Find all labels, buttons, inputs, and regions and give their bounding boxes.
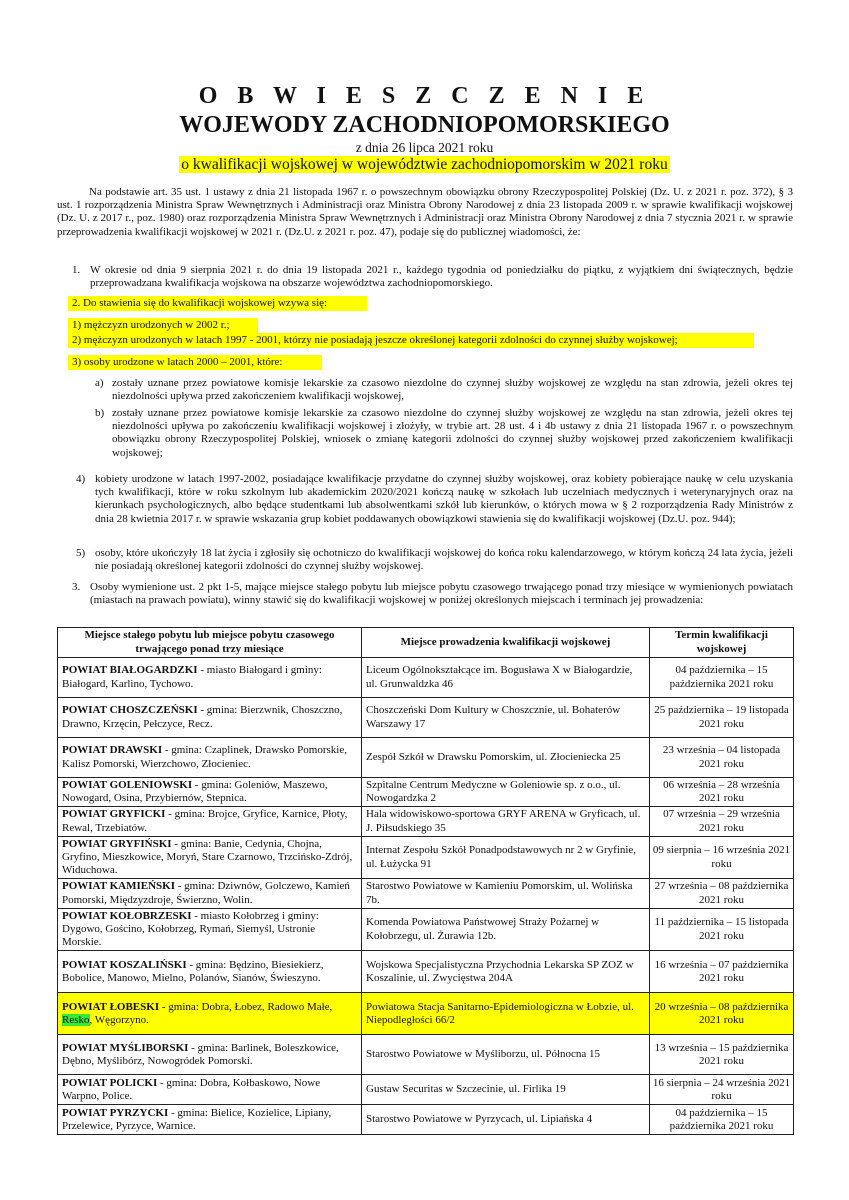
residence-cell <box>58 1035 362 1075</box>
powiat-name: POWIAT BIAŁOGARDZKI <box>62 664 198 677</box>
powiat-name: POWIAT KOŁOBRZESKI <box>62 909 192 922</box>
residence-cell <box>58 778 362 807</box>
residence-cell <box>58 807 362 836</box>
table-row <box>58 698 794 738</box>
table-row <box>58 778 794 807</box>
intro-paragraph: Na podstawie art. 35 ust. 1 ustawy z dnia 21 listopada 1967 r. o powszechnym obowiązku obrony Rzeczypospolitej Polskiej (Dz. U. z 2021 r. poz. 372), § 3 ust. 1 rozporządzenia Ministra Spraw Wewnętrznych i Administracji oraz Ministra Obrony Narodowej z dnia 23 listopada 2009 r. w sprawie kwalifikacji wojskowej (Dz. U. z 2017 r., poz. 1980) oraz rozporządzenia Ministra Spraw Wewnętrznych i Administracji oraz Ministra Obrony Narodowej z dnia 7 stycznia 2021 r. w sprawie przeprowadzenia kwalifikacji wojskowej w 2021 r. (Dz.U. z 2021 r. poz. 47), podaje się do publicznej wiadomości, że: <box>57 186 793 238</box>
location-cell: Liceum Ogólnokształcące im. Bogusława X w Białogardzie, ul. Grunwaldzka 46 <box>362 658 650 698</box>
item-2-2-text: 2) mężczyzn urodzonych w latach 1997 - 2001, którzy nie posiadają jeszcze określonej kategorii zdolności do czynnej służby wojskowej; <box>72 334 678 346</box>
location-cell: Internat Zespołu Szkół Ponadpodstawowych nr 2 w Gryfinie, ul. Łużycka 91 <box>362 836 650 879</box>
gminy-list: - gmina: Barlinek, Boleszkowice, Dębno, Myślibórz, Nowogródek Pomorski. <box>62 1041 339 1067</box>
residence-cell <box>58 836 362 879</box>
location-cell: Zespół Szkół w Drawsku Pomorskim, ul. Złocieniecka 25 <box>362 738 650 778</box>
table-row <box>58 1105 794 1135</box>
table-row-highlighted <box>58 993 794 1035</box>
item-5-number: 5) <box>76 547 86 559</box>
topic-highlight: o kwalifikacji wojskowej w województwie zachodniopomorskim w 2021 roku <box>181 156 668 173</box>
table-header-row <box>58 628 794 658</box>
residence-cell <box>58 738 362 778</box>
term-cell: 25 października – 19 listopada 2021 roku <box>650 698 794 738</box>
table-row <box>58 836 794 879</box>
item-b-text: zostały uznane przez powiatowe komisje lekarskie za czasowo niezdolne do czynnej służby wojskowej ze względu na stan zdrowia, jeżeli okres tej niezdolności upływa po zakończeniu kwalifikacji wojskowej i złożyły, w trybie art. 28 ust. 4 i 4b ustawy z dnia 21 listopada 1967 r. o powszechnym obowiązku obrony Rzeczypospolitej Polskiej, wniosek o zmianę kategorii zdolności do czynnej służby wojskowej przed zakończeniem kwalifikacji wojskowej; <box>112 407 793 459</box>
location-cell: Gustaw Securitas w Szczecinie, ul. Firlika 19 <box>362 1075 650 1105</box>
residence-cell <box>58 658 362 698</box>
item-4-text: kobiety urodzone w latach 1997-2002, posiadające kwalifikacje przydatne do czynnej służby wojskowej, oraz kobiety pobierające naukę w celu uzyskania tych kwalifikacji, które w roku szkolnym lub akademickim 2020/2021 kończą naukę w szkołach lub uczelniach medycznych i weterynaryjnych oraz na kierunkach psychologicznych, albo będące studentkami lub absolwentkami szkół lub kierunków, o których mowa w § 2 rozporządzenia Rady Ministrów z dnia 28 kwietnia 2017 r. w sprawie wskazania grup kobiet poddawanych obowiązkowi stawienia się do kwalifikacji wojskowej (Dz.U. poz. 944); <box>95 473 793 525</box>
location-cell: Starostwo Powiatowe w Myśliborzu, ul. Północna 15 <box>362 1035 650 1075</box>
powiat-name: POWIAT PYRZYCKI <box>62 1106 169 1119</box>
powiat-name: POWIAT ŁOBESKI <box>62 1000 160 1013</box>
table-row <box>58 1075 794 1105</box>
location-cell: Wojskowa Specjalistyczna Przychodnia Lekarska SP ZOZ w Koszalinie, ul. Zwycięstwa 204A <box>362 951 650 993</box>
powiat-name: POWIAT CHOSZCZEŃSKI <box>62 704 198 717</box>
header-location: Miejsce prowadzenia kwalifikacji wojskowej <box>362 628 650 658</box>
item-a-text: zostały uznane przez powiatowe komisje lekarskie za czasowo niezdolne do czynnej służby wojskowej ze względu na stan zdrowia, jeżeli okres tej niezdolności upływa przed zakończeniem kwalifikacji wojskowej, <box>112 377 793 403</box>
item-4-number: 4) <box>76 473 86 485</box>
powiat-name: POWIAT KOSZALIŃSKI <box>62 958 187 971</box>
gminy-list: - gmina: Dobra, Kołbaskowo, Nowe Warpno, Police. <box>62 1076 321 1102</box>
location-cell: Hala widowiskowo-sportowa GRYF ARENA w Gryficach, ul. J. Piłsudskiego 35 <box>362 807 650 836</box>
gminy-list-end: , Węgorzyno. <box>89 1013 149 1026</box>
location-cell: Powiatowa Stacja Sanitarno-Epidemiologiczna w Łobzie, ul. Niepodległości 66/2 <box>362 993 650 1035</box>
item-a-label: a) <box>95 377 104 389</box>
powiat-name: POWIAT KAMIEŃSKI <box>62 880 175 893</box>
header-residence: Miejsce stałego pobytu lub miejsce pobytu czasowego trwającego ponad trzy miesiące <box>58 628 362 658</box>
document-subtitle: WOJEWODY ZACHODNIOPOMORSKIEGO <box>179 112 670 138</box>
table-row <box>58 951 794 993</box>
powiat-name: POWIAT MYŚLIBORSKI <box>62 1041 189 1054</box>
term-cell: 13 września – 15 października 2021 roku <box>650 1035 794 1075</box>
item-2-text: 2. Do stawienia się do kwalifikacji wojskowej wzywa się: <box>72 297 328 309</box>
gminy-list: - gmina: Banie, Cedynia, Chojna, Gryfino, Mieszkowice, Moryń, Stare Czarnowo, Trzcińsko-Zdrój, Widuchowa. <box>62 837 353 877</box>
term-cell: 04 października – 15 października 2021 roku <box>650 1105 794 1135</box>
term-cell: 23 września – 04 listopada 2021 roku <box>650 738 794 778</box>
item-3-number: 3. <box>72 581 81 593</box>
table-row <box>58 879 794 908</box>
item-1-number: 1. <box>72 264 81 276</box>
powiat-name: POWIAT GRYFICKI <box>62 808 166 821</box>
term-cell: 04 października – 15 października 2021 roku <box>650 658 794 698</box>
item-5-text: osoby, które ukończyły 18 lat życia i zgłosiły się ochotniczo do kwalifikacji wojskowej do końca roku kalendarzowego, w którym kończą 24 lata życia, jeżeli nie posiadają określonej kategorii zdolności do czynnej służby wojskowej. <box>95 547 793 573</box>
table-row <box>58 908 794 951</box>
term-cell: 27 września – 08 października 2021 roku <box>650 879 794 908</box>
gmina-highlighted: Resko <box>62 1013 90 1026</box>
table-row <box>58 658 794 698</box>
location-cell: Starostwo Powiatowe w Pyrzycach, ul. Lipiańska 4 <box>362 1105 650 1135</box>
document-title: O B W I E S Z C Z E N I E <box>198 83 651 109</box>
item-1-text: W okresie od dnia 9 sierpnia 2021 r. do dnia 19 listopada 2021 r., każdego tygodnia od poniedziałku do piątku, z wyjątkiem dni świątecznych, będzie przeprowadzana kwalifikacja wojskowa na obszarze województwa zachodniopomorskiego. <box>90 264 793 290</box>
item-2-1-text: 1) mężczyzn urodzonych w 2002 r.; <box>72 319 230 331</box>
gminy-list: - gmina: Bielice, Kozielice, Lipiany, Przelewice, Pyrzyce, Warnice. <box>62 1106 332 1132</box>
gminy-list: - miasto Kołobrzeg i gminy: Dygowo, Gościno, Kołobrzeg, Rymań, Siemyśl, Ustronie Morskie. <box>62 909 319 949</box>
term-cell: 20 września – 08 października 2021 roku <box>650 993 794 1035</box>
term-cell: 16 września – 07 października 2021 roku <box>650 951 794 993</box>
residence-cell <box>58 1105 362 1135</box>
document-date: z dnia 26 lipca 2021 roku <box>355 140 494 155</box>
item-b-label: b) <box>95 407 105 419</box>
gminy-list: - gmina: Dziwnów, Golczewo, Kamień Pomorski, Międzyzdroje, Świerzno, Wolin. <box>62 880 350 906</box>
term-cell: 16 sierpnia – 24 września 2021 roku <box>650 1075 794 1105</box>
residence-cell <box>58 698 362 738</box>
gminy-list: - gmina: Będzino, Biesiekierz, Bobolice, Manowo, Mielno, Polanów, Sianów, Świeszyno. <box>62 958 324 984</box>
term-cell: 11 października – 15 listopada 2021 roku <box>650 908 794 951</box>
gminy-list: - miasto Białogard i gminy: Białogard, Karlino, Tychowo. <box>62 664 322 690</box>
residence-cell <box>58 908 362 951</box>
location-cell: Choszczeński Dom Kultury w Choszcznie, ul. Bohaterów Warszawy 17 <box>362 698 650 738</box>
header-term: Termin kwalifikacji wojskowej <box>650 628 794 658</box>
location-cell: Starostwo Powiatowe w Kamieniu Pomorskim, ul. Wolińska 7b. <box>362 879 650 908</box>
powiat-name: POWIAT POLICKI <box>62 1076 158 1089</box>
residence-cell <box>58 951 362 993</box>
residence-cell <box>58 993 362 1035</box>
document-topic <box>0 156 849 174</box>
term-cell: 06 września – 28 września 2021 roku <box>650 778 794 807</box>
gminy-list: - gmina: Dobra, Łobez, Radowo Małe, <box>159 1000 333 1013</box>
powiat-name: POWIAT GRYFIŃSKI <box>62 837 172 850</box>
gminy-list: - gmina: Goleniów, Maszewo, Nowogard, Osina, Przybiernów, Stepnica. <box>62 779 328 805</box>
item-3-text: Osoby wymienione ust. 2 pkt 1-5, mające miejsce stałego pobytu lub miejsce pobytu czasowego trwającego ponad trzy miesiące w wymienionych powiatach (miastach na prawach powiatu), winny stawić się do kwalifikacji wojskowej w poniżej określonych miejscach i terminach jej prowadzenia: <box>90 581 793 607</box>
term-cell: 07 września – 29 września 2021 roku <box>650 807 794 836</box>
location-cell: Szpitalne Centrum Medyczne w Goleniowie sp. z o.o., ul. Nowogardzka 2 <box>362 778 650 807</box>
qualification-table <box>57 627 794 1135</box>
gminy-list: - gmina: Czaplinek, Drawsko Pomorskie, Kalisz Pomorski, Wierzchowo, Złocieniec. <box>62 744 347 770</box>
gminy-list: - gmina: Bierzwnik, Choszczno, Drawno, Krzęcin, Pełczyce, Recz. <box>62 704 343 730</box>
table-row <box>58 807 794 836</box>
term-cell: 09 sierpnia – 16 września 2021 roku <box>650 836 794 879</box>
residence-cell <box>58 879 362 908</box>
gminy-list: - gmina: Brojce, Gryfice, Karnice, Płoty, Rewal, Trzebiatów. <box>62 808 348 834</box>
table-row <box>58 738 794 778</box>
residence-cell <box>58 1075 362 1105</box>
powiat-name: POWIAT DRAWSKI <box>62 744 163 757</box>
item-2-3-text: 3) osoby urodzone w latach 2000 – 2001, które: <box>72 356 283 368</box>
location-cell: Komenda Powiatowa Państwowej Straży Pożarnej w Kołobrzegu, ul. Żurawia 12b. <box>362 908 650 951</box>
powiat-name: POWIAT GOLENIOWSKI <box>62 779 193 791</box>
table-row <box>58 1035 794 1075</box>
